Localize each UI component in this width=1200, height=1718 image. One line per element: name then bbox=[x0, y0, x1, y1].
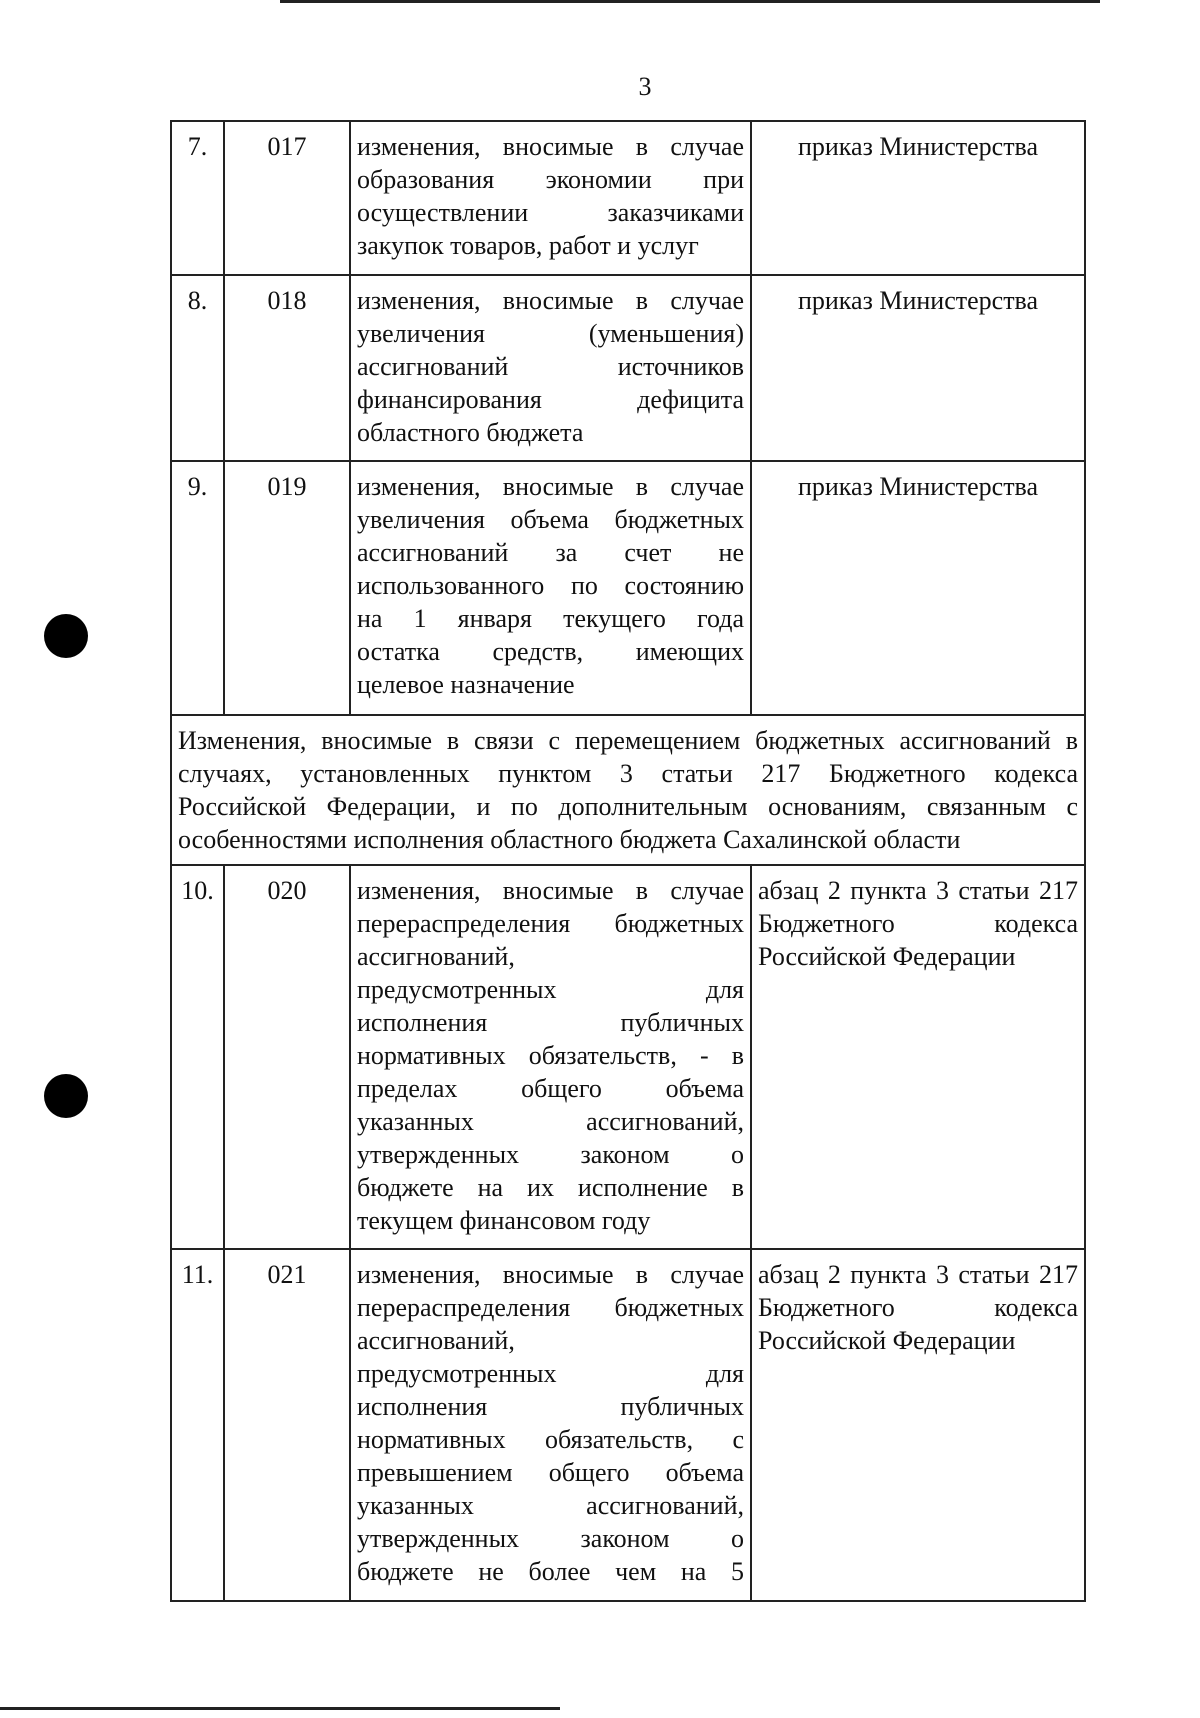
row-basis: приказ Министерства bbox=[751, 275, 1085, 461]
row-description: изменения, вносимые в случае перераспределения бюджетных ассигнований, предусмотренных для исполнения публичных нормативных обязательств, с превышением общего объема указанных ассигнований, утвержденных законом о бюджете не более чем на 5 bbox=[350, 1249, 751, 1601]
row-description: изменения, вносимые в случае образования экономии при осуществлении заказчиками закупок товаров, работ и услуг bbox=[350, 121, 751, 275]
budget-changes-table bbox=[170, 120, 1086, 1602]
row-number: 7. bbox=[171, 121, 224, 275]
row-number: 11. bbox=[171, 1249, 224, 1601]
page-number: 3 bbox=[638, 72, 652, 101]
row-basis: приказ Министерства bbox=[751, 461, 1085, 715]
row-code: 017 bbox=[224, 121, 350, 275]
row-code: 021 bbox=[224, 1249, 350, 1601]
row-basis: абзац 2 пункта 3 статьи 217 Бюджетного кодекса Российской Федерации bbox=[751, 1249, 1085, 1601]
row-basis: абзац 2 пункта 3 статьи 217 Бюджетного кодекса Российской Федерации bbox=[751, 865, 1085, 1249]
table-row bbox=[171, 1249, 1085, 1601]
row-description: изменения, вносимые в случае увеличения объема бюджетных ассигнований за счет не использованного по состоянию на 1 января текущего года остатка средств, имеющих целевое назначение bbox=[350, 461, 751, 715]
top-scan-rule bbox=[280, 0, 1100, 3]
table-row bbox=[171, 461, 1085, 715]
table-row bbox=[171, 121, 1085, 275]
section-header: Изменения, вносимые в связи с перемещением бюджетных ассигнований в случаях, установленных пунктом 3 статьи 217 Бюджетного кодекса Российской Федерации, и по дополнительным основаниям, связанным с особенностями исполнения областного бюджета Сахалинской области bbox=[171, 715, 1085, 865]
row-basis: приказ Министерства bbox=[751, 121, 1085, 275]
row-code: 018 bbox=[224, 275, 350, 461]
table-row bbox=[171, 865, 1085, 1249]
table-row bbox=[171, 275, 1085, 461]
row-code: 019 bbox=[224, 461, 350, 715]
section-header-row bbox=[171, 715, 1085, 865]
bottom-scan-rule bbox=[0, 1707, 560, 1710]
row-code: 020 bbox=[224, 865, 350, 1249]
row-number: 8. bbox=[171, 275, 224, 461]
punch-hole-lower bbox=[44, 1074, 88, 1118]
row-description: изменения, вносимые в случае увеличения (уменьшения) ассигнований источников финансирования дефицита областного бюджета bbox=[350, 275, 751, 461]
row-number: 10. bbox=[171, 865, 224, 1249]
row-description: изменения, вносимые в случае перераспределения бюджетных ассигнований, предусмотренных для исполнения публичных нормативных обязательств, - в пределах общего объема указанных ассигнований, утвержденных законом о бюджете на их исполнение в текущем финансовом году bbox=[350, 865, 751, 1249]
row-number: 9. bbox=[171, 461, 224, 715]
punch-hole-upper bbox=[44, 614, 88, 658]
